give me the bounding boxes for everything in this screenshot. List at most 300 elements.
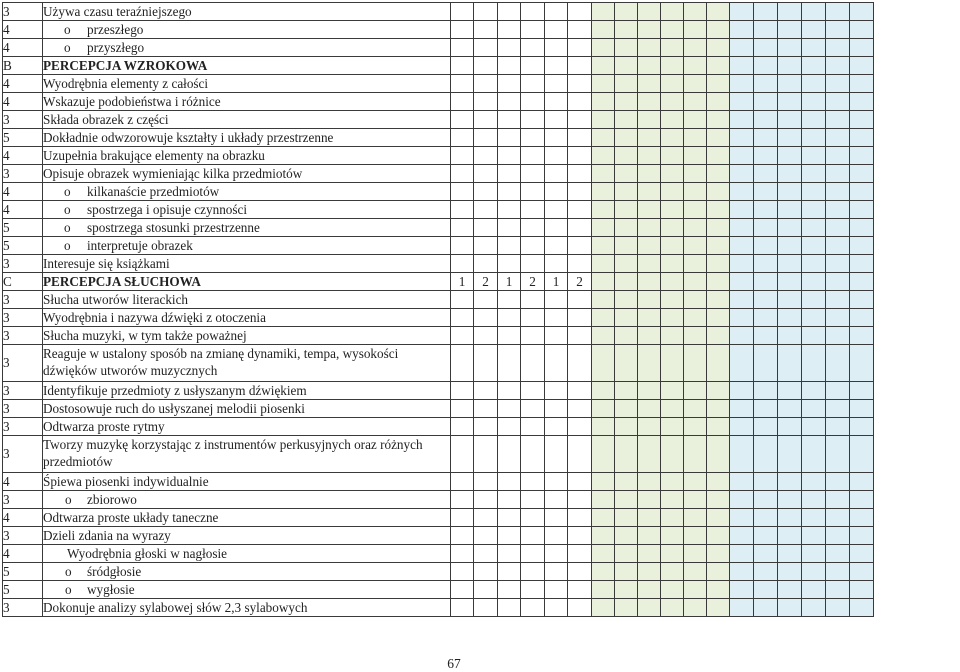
rating-cell[interactable] xyxy=(684,400,707,418)
rating-cell[interactable] xyxy=(568,183,592,201)
rating-cell[interactable] xyxy=(802,327,826,345)
rating-cell[interactable] xyxy=(638,563,661,581)
rating-cell[interactable] xyxy=(568,563,592,581)
rating-cell[interactable] xyxy=(451,563,474,581)
rating-cell[interactable] xyxy=(730,39,754,57)
rating-cell[interactable] xyxy=(778,21,802,39)
rating-cell[interactable] xyxy=(826,129,850,147)
rating-cell[interactable] xyxy=(684,75,707,93)
rating-cell[interactable] xyxy=(568,436,592,473)
rating-cell[interactable] xyxy=(545,75,568,93)
rating-cell[interactable] xyxy=(707,473,730,491)
rating-cell[interactable] xyxy=(850,255,874,273)
rating-cell[interactable] xyxy=(498,527,521,545)
rating-cell[interactable] xyxy=(474,509,498,527)
rating-cell[interactable] xyxy=(568,3,592,21)
rating-cell[interactable] xyxy=(778,3,802,21)
rating-cell[interactable] xyxy=(684,491,707,509)
rating-cell[interactable] xyxy=(684,3,707,21)
rating-cell[interactable] xyxy=(615,165,638,183)
rating-cell[interactable] xyxy=(661,545,684,563)
rating-cell[interactable] xyxy=(778,237,802,255)
rating-cell[interactable] xyxy=(615,509,638,527)
rating-cell[interactable] xyxy=(498,545,521,563)
rating-cell[interactable] xyxy=(684,291,707,309)
rating-cell[interactable] xyxy=(615,599,638,617)
rating-cell[interactable] xyxy=(850,400,874,418)
rating-cell[interactable] xyxy=(474,581,498,599)
rating-cell[interactable] xyxy=(850,147,874,165)
rating-cell[interactable] xyxy=(707,436,730,473)
rating-cell[interactable] xyxy=(778,201,802,219)
rating-cell[interactable] xyxy=(592,165,615,183)
rating-cell[interactable] xyxy=(545,255,568,273)
rating-cell[interactable] xyxy=(730,255,754,273)
rating-cell[interactable] xyxy=(568,111,592,129)
rating-cell[interactable] xyxy=(730,382,754,400)
rating-cell[interactable] xyxy=(498,436,521,473)
rating-cell[interactable] xyxy=(498,581,521,599)
rating-cell[interactable] xyxy=(592,183,615,201)
rating-cell[interactable] xyxy=(730,129,754,147)
rating-cell[interactable] xyxy=(850,545,874,563)
rating-cell[interactable] xyxy=(451,436,474,473)
rating-cell[interactable] xyxy=(684,147,707,165)
rating-cell[interactable] xyxy=(521,436,545,473)
rating-cell[interactable] xyxy=(661,57,684,75)
rating-cell[interactable] xyxy=(826,309,850,327)
rating-cell[interactable] xyxy=(451,309,474,327)
rating-cell[interactable] xyxy=(592,581,615,599)
rating-cell[interactable] xyxy=(568,165,592,183)
rating-cell[interactable] xyxy=(754,3,778,21)
rating-cell[interactable] xyxy=(638,75,661,93)
rating-cell[interactable] xyxy=(826,563,850,581)
rating-cell[interactable] xyxy=(850,327,874,345)
rating-cell[interactable] xyxy=(568,201,592,219)
rating-cell[interactable] xyxy=(850,309,874,327)
rating-cell[interactable] xyxy=(474,436,498,473)
rating-cell[interactable] xyxy=(521,93,545,111)
rating-cell[interactable] xyxy=(707,491,730,509)
rating-cell[interactable] xyxy=(661,183,684,201)
rating-cell[interactable] xyxy=(615,491,638,509)
rating-cell[interactable] xyxy=(545,527,568,545)
rating-cell[interactable] xyxy=(730,147,754,165)
rating-cell[interactable] xyxy=(568,545,592,563)
rating-cell[interactable] xyxy=(545,93,568,111)
rating-cell[interactable] xyxy=(730,93,754,111)
rating-cell[interactable] xyxy=(730,327,754,345)
rating-cell[interactable] xyxy=(451,111,474,129)
rating-cell[interactable] xyxy=(592,255,615,273)
rating-cell[interactable] xyxy=(615,129,638,147)
rating-cell[interactable] xyxy=(754,291,778,309)
rating-cell[interactable] xyxy=(545,147,568,165)
rating-cell[interactable] xyxy=(707,509,730,527)
rating-cell[interactable] xyxy=(545,509,568,527)
rating-cell[interactable] xyxy=(778,93,802,111)
rating-cell[interactable] xyxy=(451,473,474,491)
rating-cell[interactable] xyxy=(592,147,615,165)
rating-cell[interactable] xyxy=(615,201,638,219)
rating-cell[interactable] xyxy=(826,599,850,617)
rating-cell[interactable] xyxy=(754,509,778,527)
rating-cell[interactable] xyxy=(451,39,474,57)
rating-cell[interactable] xyxy=(684,21,707,39)
rating-cell[interactable] xyxy=(778,382,802,400)
rating-cell[interactable] xyxy=(684,309,707,327)
rating-cell[interactable] xyxy=(707,201,730,219)
rating-cell[interactable] xyxy=(615,563,638,581)
rating-cell[interactable] xyxy=(754,75,778,93)
rating-cell[interactable] xyxy=(615,581,638,599)
rating-cell[interactable] xyxy=(638,273,661,291)
rating-cell[interactable] xyxy=(615,382,638,400)
rating-cell[interactable] xyxy=(615,21,638,39)
rating-cell[interactable] xyxy=(498,39,521,57)
rating-cell[interactable] xyxy=(451,75,474,93)
rating-cell[interactable] xyxy=(684,237,707,255)
rating-cell[interactable] xyxy=(707,165,730,183)
rating-cell[interactable] xyxy=(521,165,545,183)
rating-cell[interactable] xyxy=(451,418,474,436)
rating-cell[interactable] xyxy=(850,129,874,147)
rating-cell[interactable] xyxy=(615,400,638,418)
rating-cell[interactable] xyxy=(474,255,498,273)
rating-cell[interactable] xyxy=(850,21,874,39)
rating-cell[interactable] xyxy=(850,418,874,436)
rating-cell[interactable] xyxy=(545,581,568,599)
rating-cell[interactable] xyxy=(498,219,521,237)
rating-cell[interactable] xyxy=(707,345,730,382)
rating-cell[interactable] xyxy=(592,219,615,237)
rating-cell[interactable] xyxy=(754,545,778,563)
rating-cell[interactable] xyxy=(474,527,498,545)
rating-cell[interactable] xyxy=(474,563,498,581)
rating-cell[interactable] xyxy=(592,545,615,563)
rating-cell[interactable] xyxy=(661,201,684,219)
rating-cell[interactable] xyxy=(661,599,684,617)
rating-cell[interactable] xyxy=(498,57,521,75)
rating-cell[interactable] xyxy=(661,273,684,291)
rating-cell[interactable] xyxy=(802,57,826,75)
rating-cell[interactable] xyxy=(684,563,707,581)
rating-cell[interactable] xyxy=(521,21,545,39)
rating-cell[interactable] xyxy=(802,183,826,201)
rating-cell[interactable] xyxy=(521,291,545,309)
rating-cell[interactable] xyxy=(474,309,498,327)
rating-cell[interactable] xyxy=(615,255,638,273)
rating-cell[interactable] xyxy=(545,201,568,219)
rating-cell[interactable] xyxy=(730,491,754,509)
rating-cell[interactable] xyxy=(754,327,778,345)
rating-cell[interactable] xyxy=(684,111,707,129)
rating-cell[interactable] xyxy=(498,237,521,255)
rating-cell[interactable] xyxy=(451,527,474,545)
rating-cell[interactable] xyxy=(661,563,684,581)
rating-cell[interactable] xyxy=(826,219,850,237)
rating-cell[interactable] xyxy=(451,57,474,75)
rating-cell[interactable] xyxy=(661,75,684,93)
rating-cell[interactable] xyxy=(498,291,521,309)
rating-cell[interactable] xyxy=(707,327,730,345)
rating-cell[interactable] xyxy=(592,57,615,75)
rating-cell[interactable] xyxy=(850,581,874,599)
rating-cell[interactable] xyxy=(498,111,521,129)
rating-cell[interactable] xyxy=(592,563,615,581)
rating-cell[interactable] xyxy=(684,545,707,563)
rating-cell[interactable] xyxy=(850,509,874,527)
rating-cell[interactable] xyxy=(826,436,850,473)
rating-cell[interactable] xyxy=(802,201,826,219)
rating-cell[interactable] xyxy=(802,382,826,400)
rating-cell[interactable] xyxy=(661,436,684,473)
rating-cell[interactable] xyxy=(545,309,568,327)
rating-cell[interactable] xyxy=(754,147,778,165)
rating-cell[interactable] xyxy=(545,57,568,75)
rating-cell[interactable] xyxy=(568,219,592,237)
rating-cell[interactable] xyxy=(661,491,684,509)
rating-cell[interactable] xyxy=(451,165,474,183)
rating-cell[interactable] xyxy=(850,527,874,545)
rating-cell[interactable] xyxy=(474,93,498,111)
rating-cell[interactable]: 2 xyxy=(474,273,498,291)
rating-cell[interactable] xyxy=(568,291,592,309)
rating-cell[interactable] xyxy=(850,291,874,309)
rating-cell[interactable] xyxy=(474,111,498,129)
rating-cell[interactable] xyxy=(850,111,874,129)
rating-cell[interactable] xyxy=(850,39,874,57)
rating-cell[interactable] xyxy=(638,291,661,309)
rating-cell[interactable] xyxy=(498,400,521,418)
rating-cell[interactable] xyxy=(754,165,778,183)
rating-cell[interactable] xyxy=(684,599,707,617)
rating-cell[interactable] xyxy=(826,400,850,418)
rating-cell[interactable] xyxy=(802,165,826,183)
rating-cell[interactable] xyxy=(661,527,684,545)
rating-cell[interactable] xyxy=(850,599,874,617)
rating-cell[interactable] xyxy=(474,400,498,418)
rating-cell[interactable] xyxy=(568,581,592,599)
rating-cell[interactable] xyxy=(638,255,661,273)
rating-cell[interactable] xyxy=(661,129,684,147)
rating-cell[interactable] xyxy=(638,3,661,21)
rating-cell[interactable] xyxy=(707,581,730,599)
rating-cell[interactable] xyxy=(802,3,826,21)
rating-cell[interactable] xyxy=(521,183,545,201)
rating-cell[interactable] xyxy=(826,345,850,382)
rating-cell[interactable] xyxy=(615,273,638,291)
rating-cell[interactable] xyxy=(568,309,592,327)
rating-cell[interactable] xyxy=(521,309,545,327)
rating-cell[interactable] xyxy=(707,57,730,75)
rating-cell[interactable] xyxy=(802,491,826,509)
rating-cell[interactable] xyxy=(592,527,615,545)
rating-cell[interactable] xyxy=(474,165,498,183)
rating-cell[interactable] xyxy=(638,400,661,418)
rating-cell[interactable] xyxy=(638,418,661,436)
rating-cell[interactable] xyxy=(638,21,661,39)
rating-cell[interactable] xyxy=(850,436,874,473)
rating-cell[interactable] xyxy=(498,327,521,345)
rating-cell[interactable] xyxy=(474,219,498,237)
rating-cell[interactable] xyxy=(826,581,850,599)
rating-cell[interactable] xyxy=(568,93,592,111)
rating-cell[interactable] xyxy=(802,599,826,617)
rating-cell[interactable] xyxy=(545,545,568,563)
rating-cell[interactable] xyxy=(521,201,545,219)
rating-cell[interactable] xyxy=(802,418,826,436)
rating-cell[interactable] xyxy=(545,219,568,237)
rating-cell[interactable] xyxy=(754,111,778,129)
rating-cell[interactable] xyxy=(754,473,778,491)
rating-cell[interactable] xyxy=(498,147,521,165)
rating-cell[interactable] xyxy=(684,93,707,111)
rating-cell[interactable] xyxy=(730,527,754,545)
rating-cell[interactable] xyxy=(592,291,615,309)
rating-cell[interactable] xyxy=(474,382,498,400)
rating-cell[interactable] xyxy=(474,3,498,21)
rating-cell[interactable] xyxy=(754,57,778,75)
rating-cell[interactable] xyxy=(684,418,707,436)
rating-cell[interactable] xyxy=(638,491,661,509)
rating-cell[interactable] xyxy=(592,345,615,382)
rating-cell[interactable] xyxy=(684,581,707,599)
rating-cell[interactable] xyxy=(684,129,707,147)
rating-cell[interactable] xyxy=(615,3,638,21)
rating-cell[interactable] xyxy=(802,345,826,382)
rating-cell[interactable] xyxy=(661,327,684,345)
rating-cell[interactable] xyxy=(521,111,545,129)
rating-cell[interactable] xyxy=(707,93,730,111)
rating-cell[interactable] xyxy=(615,545,638,563)
rating-cell[interactable] xyxy=(684,201,707,219)
rating-cell[interactable] xyxy=(568,147,592,165)
rating-cell[interactable] xyxy=(778,545,802,563)
rating-cell[interactable] xyxy=(638,39,661,57)
rating-cell[interactable] xyxy=(568,21,592,39)
rating-cell[interactable] xyxy=(451,291,474,309)
rating-cell[interactable] xyxy=(730,273,754,291)
rating-cell[interactable] xyxy=(498,3,521,21)
rating-cell[interactable] xyxy=(778,345,802,382)
rating-cell[interactable] xyxy=(615,183,638,201)
rating-cell[interactable] xyxy=(451,93,474,111)
rating-cell[interactable] xyxy=(730,599,754,617)
rating-cell[interactable] xyxy=(568,418,592,436)
rating-cell[interactable] xyxy=(850,3,874,21)
rating-cell[interactable] xyxy=(615,345,638,382)
rating-cell[interactable] xyxy=(521,75,545,93)
rating-cell[interactable] xyxy=(684,436,707,473)
rating-cell[interactable] xyxy=(568,75,592,93)
rating-cell[interactable] xyxy=(802,129,826,147)
rating-cell[interactable] xyxy=(592,309,615,327)
rating-cell[interactable] xyxy=(754,491,778,509)
rating-cell[interactable] xyxy=(778,111,802,129)
rating-cell[interactable] xyxy=(568,599,592,617)
rating-cell[interactable] xyxy=(615,57,638,75)
rating-cell[interactable] xyxy=(754,21,778,39)
rating-cell[interactable] xyxy=(730,3,754,21)
rating-cell[interactable] xyxy=(521,400,545,418)
rating-cell[interactable] xyxy=(778,129,802,147)
rating-cell[interactable] xyxy=(638,147,661,165)
rating-cell[interactable] xyxy=(568,509,592,527)
rating-cell[interactable] xyxy=(778,563,802,581)
rating-cell[interactable] xyxy=(592,273,615,291)
rating-cell[interactable] xyxy=(802,75,826,93)
rating-cell[interactable] xyxy=(451,219,474,237)
rating-cell[interactable] xyxy=(707,291,730,309)
rating-cell[interactable] xyxy=(826,111,850,129)
rating-cell[interactable] xyxy=(638,183,661,201)
rating-cell[interactable] xyxy=(661,382,684,400)
rating-cell[interactable] xyxy=(615,327,638,345)
rating-cell[interactable] xyxy=(850,491,874,509)
rating-cell[interactable] xyxy=(778,39,802,57)
rating-cell[interactable] xyxy=(778,418,802,436)
rating-cell[interactable] xyxy=(730,418,754,436)
rating-cell[interactable] xyxy=(498,509,521,527)
rating-cell[interactable] xyxy=(707,400,730,418)
rating-cell[interactable] xyxy=(826,509,850,527)
rating-cell[interactable] xyxy=(754,129,778,147)
rating-cell[interactable] xyxy=(802,291,826,309)
rating-cell[interactable] xyxy=(474,183,498,201)
rating-cell[interactable] xyxy=(826,273,850,291)
rating-cell[interactable] xyxy=(850,345,874,382)
rating-cell[interactable] xyxy=(684,509,707,527)
rating-cell[interactable] xyxy=(778,147,802,165)
rating-cell[interactable] xyxy=(568,491,592,509)
rating-cell[interactable] xyxy=(802,147,826,165)
rating-cell[interactable] xyxy=(545,291,568,309)
rating-cell[interactable] xyxy=(826,327,850,345)
rating-cell[interactable] xyxy=(498,93,521,111)
rating-cell[interactable] xyxy=(451,21,474,39)
rating-cell[interactable] xyxy=(521,39,545,57)
rating-cell[interactable] xyxy=(451,327,474,345)
rating-cell[interactable] xyxy=(615,418,638,436)
rating-cell[interactable] xyxy=(521,345,545,382)
rating-cell[interactable] xyxy=(802,273,826,291)
rating-cell[interactable] xyxy=(661,39,684,57)
rating-cell[interactable] xyxy=(802,436,826,473)
rating-cell[interactable] xyxy=(521,491,545,509)
rating-cell[interactable] xyxy=(592,237,615,255)
rating-cell[interactable] xyxy=(826,382,850,400)
rating-cell[interactable] xyxy=(615,527,638,545)
rating-cell[interactable] xyxy=(545,3,568,21)
rating-cell[interactable] xyxy=(730,111,754,129)
rating-cell[interactable] xyxy=(451,382,474,400)
rating-cell[interactable] xyxy=(778,327,802,345)
rating-cell[interactable] xyxy=(451,147,474,165)
rating-cell[interactable] xyxy=(730,237,754,255)
rating-cell[interactable] xyxy=(707,237,730,255)
rating-cell[interactable] xyxy=(730,345,754,382)
rating-cell[interactable] xyxy=(474,599,498,617)
rating-cell[interactable] xyxy=(707,309,730,327)
rating-cell[interactable] xyxy=(778,527,802,545)
rating-cell[interactable] xyxy=(592,201,615,219)
rating-cell[interactable] xyxy=(451,183,474,201)
rating-cell[interactable] xyxy=(778,309,802,327)
rating-cell[interactable] xyxy=(545,327,568,345)
rating-cell[interactable] xyxy=(615,39,638,57)
